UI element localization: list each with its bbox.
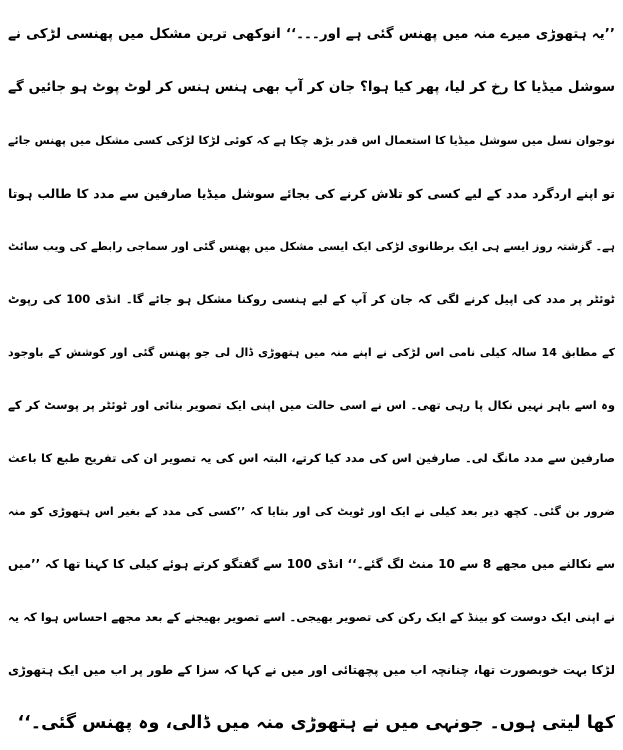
text-line: ٹوئٹر پر مدد کی اپیل کرنے لگی کہ جان کر آپ کے لیے ہنسی روکنا مشکل ہو جائے گا۔ انڈی 100 کی رپوٹ [8,292,615,306]
text-line: تو اپنے اردگرد مدد کے لیے کسی کو تلاش کرنے کی بجائے سوشل میڈیا صارفین سے مدد کا طالب ہوتا [8,186,615,201]
text-line: وہ اسے باہر نہیں نکال پا رہی تھی۔ اس نے اسی حالت میں اپنی ایک تصویر بنائی اور ٹوئٹر پر پوسٹ کر کے [8,398,615,412]
text-line: سوشل میڈیا کا رخ کر لیا، پھر کیا ہوا؟ جان کر آپ بھی ہنس ہنس کر لوٹ پوٹ ہو جائیں گے [8,79,615,95]
text-line: ضرور بن گئی۔ کچھ دیر بعد کیلی نے ایک اور ٹویٹ کی اور بتایا کہ ’’کسی کی مدد کے بغیر اس ہتھوڑی کو منہ [8,505,615,518]
text-line: کے مطابق 14 سالہ کیلی نامی اس لڑکی نے اپنے منہ میں ہتھوڑی ڈال لی جو پھنس گئی اور کوشش کے باوجود [8,346,615,359]
text-line: نے اپنی ایک دوست کو بینڈ کے ایک رکن کی تصویر بھیجی۔ اسے تصویر بھیجنے کے بعد مجھے احساس ہوا کہ یہ [8,610,615,624]
text-line: نوجوان نسل میں سوشل میڈیا کا استعمال اس قدر بڑھ چکا ہے کہ کوئی لڑکا لڑکی کسی مشکل میں پھنس جائے [8,134,615,147]
text-line-last: کھا لیتی ہوں۔ جونہی میں نے ہتھوڑی منہ میں ڈالی، وہ پھنس گئی۔‘‘ [17,713,615,733]
text-line: صارفین سے مدد مانگ لی۔ صارفین اس کی مدد کیا کرتے، البتہ اس کی یہ تصویر ان کی تفریح طبع کا باعث [8,451,615,465]
text-line: ہے۔ گزشتہ روز ایسے ہی ایک برطانوی لڑکی ایک ایسی مشکل میں پھنس گئی اور سماجی رابطے کی ویب سائٹ [8,240,615,253]
article-body [8,8,615,733]
text-line: سے نکالنے میں مجھے 8 سے 10 منٹ لگ گئے۔‘‘ انڈی 100 سے گفتگو کرتے ہوئے کیلی کا کہنا تھا کہ ’’میں [8,557,615,571]
text-line: لڑکا بہت خوبصورت تھا، چنانچہ اب میں پچھتائی اور میں نے کہا کہ سزا کے طور پر اب میں ایک ہتھوڑی [8,663,615,677]
text-line: ’’یہ ہتھوڑی میرے منہ میں پھنس گئی ہے اور۔۔۔‘‘ انوکھی ترین مشکل میں پھنسی لڑکی نے [8,26,615,42]
